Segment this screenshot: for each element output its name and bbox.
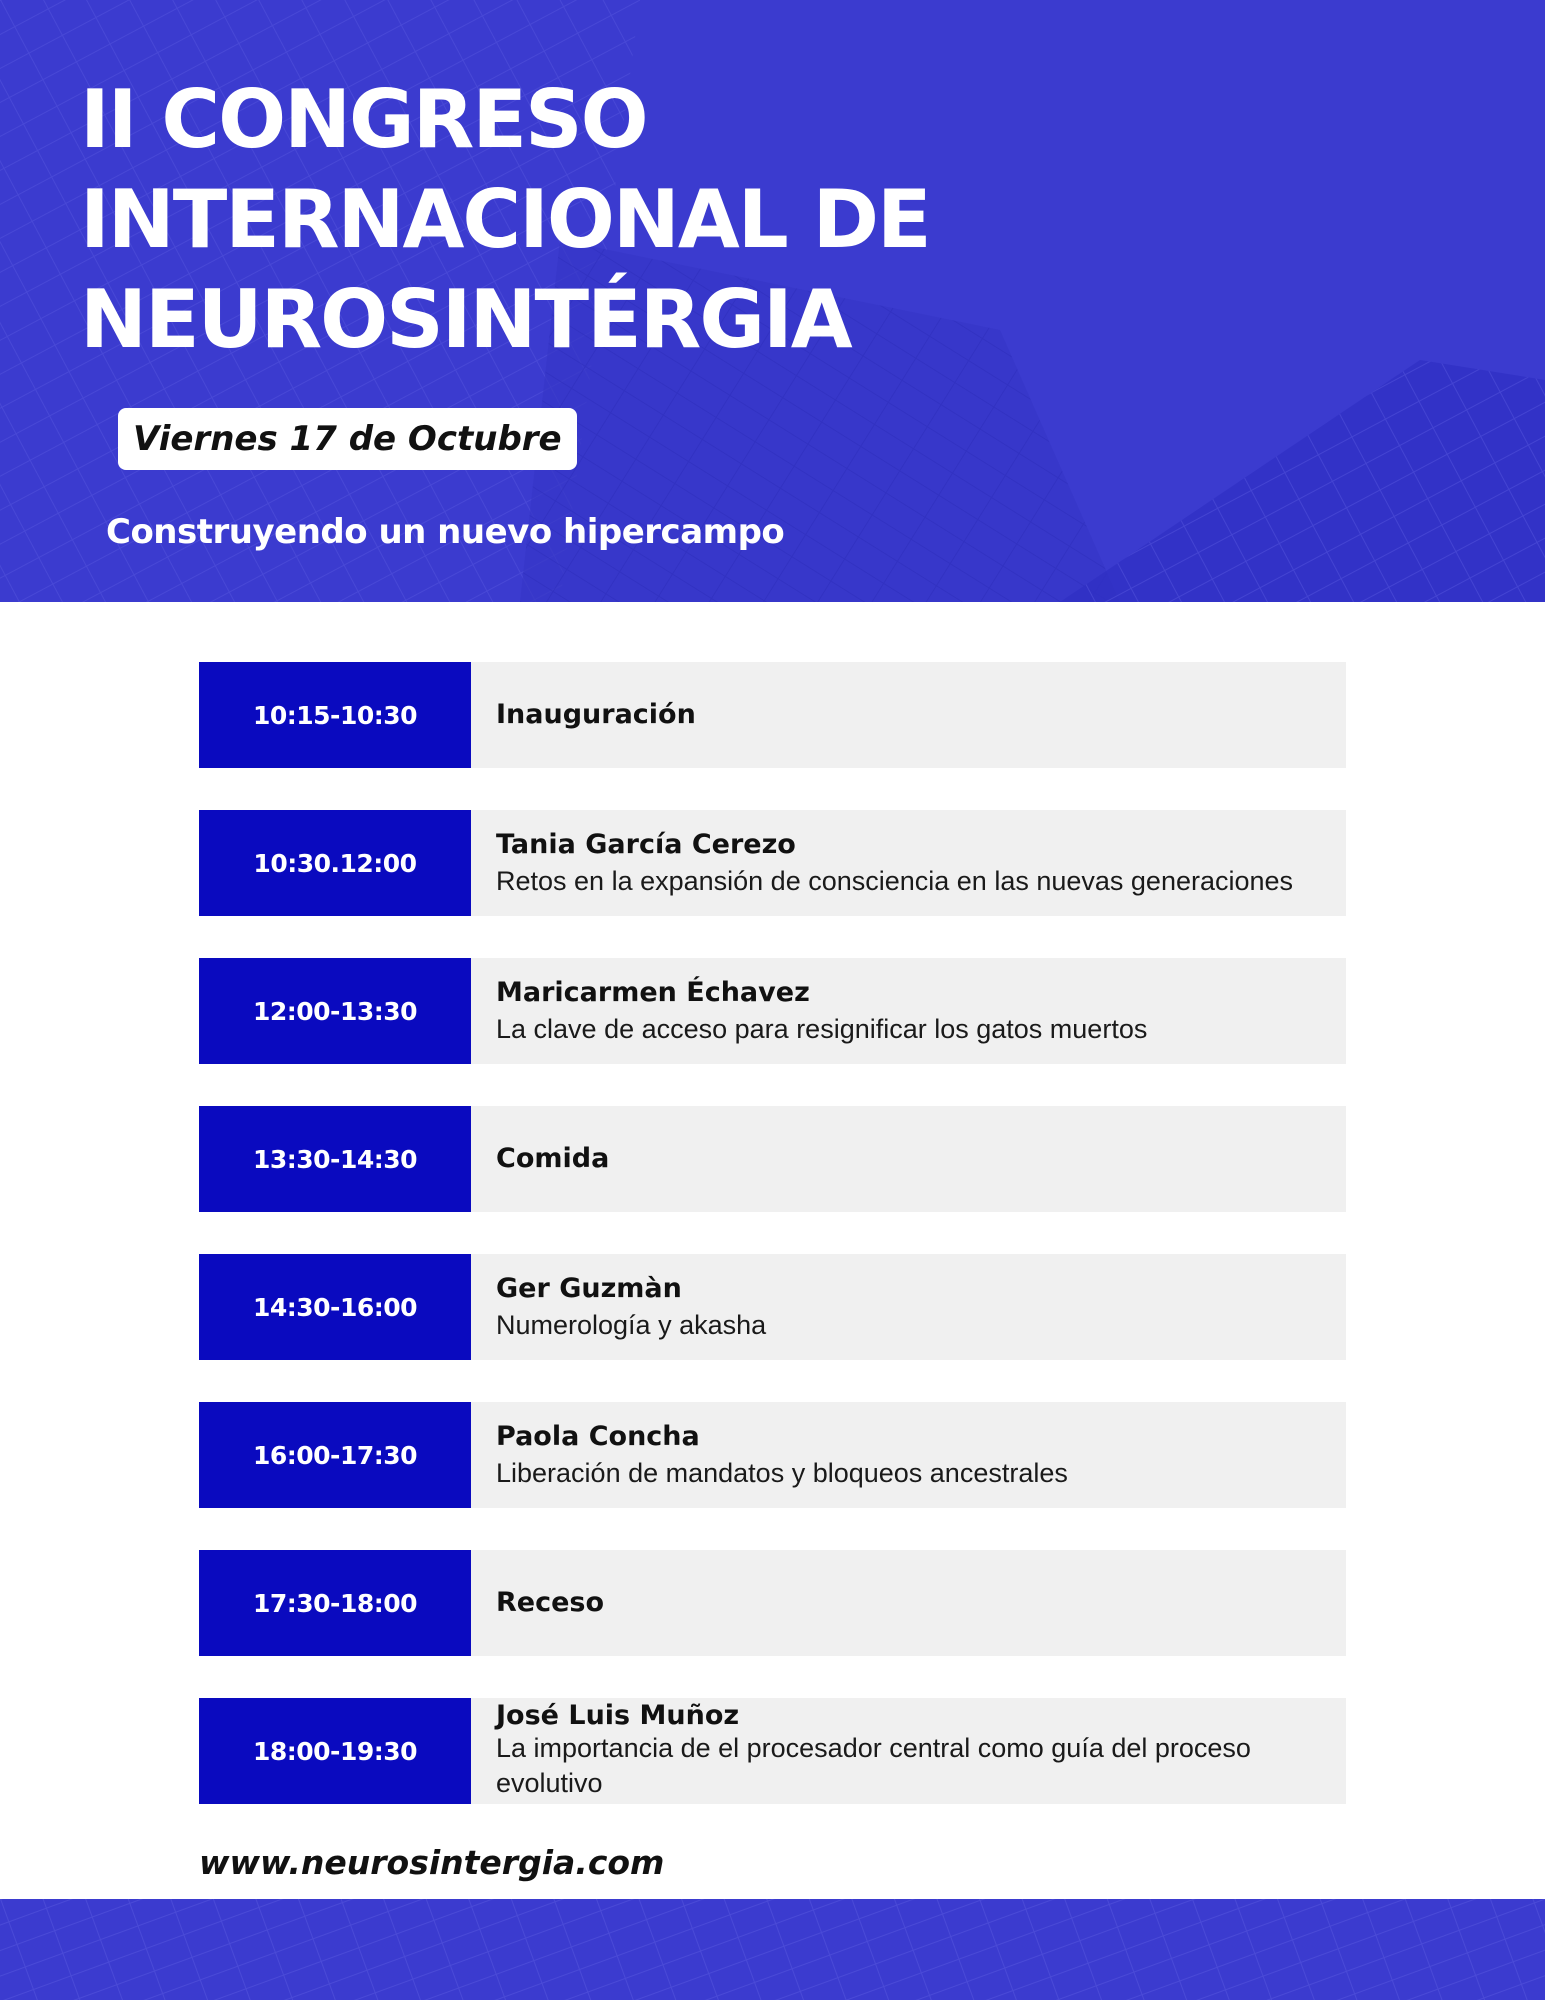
schedule-row [199, 1106, 1346, 1212]
schedule-row [199, 1550, 1346, 1656]
talk-title: Retos en la expansión de consciencia en las nuevas generaciones [496, 866, 1294, 896]
date-badge: Viernes 17 de Octubre [118, 408, 577, 470]
website-link[interactable]: www.neurosintergia.com [199, 1843, 665, 1882]
speaker-name: Tania García Cerezo [496, 829, 796, 860]
speaker-name: Paola Concha [496, 1421, 700, 1452]
talk-title: La importancia de el procesador central como guía del proceso evolutivo [496, 1733, 1251, 1798]
time-slot: 18:00-19:30 [199, 1698, 471, 1804]
speaker-name: José Luis Muñoz [496, 1700, 740, 1731]
event-title [80, 70, 1080, 370]
session-info [471, 1254, 1346, 1360]
speaker-name: Ger Guzmàn [496, 1273, 682, 1304]
schedule-row [199, 1402, 1346, 1508]
talk-title: Liberación de mandatos y bloqueos ancestrales [496, 1458, 1068, 1488]
title-line-2: INTERNACIONAL DE [80, 173, 930, 266]
hero-banner [0, 0, 1545, 602]
time-slot: 10:30.12:00 [199, 810, 471, 916]
time-slot: 12:00-13:30 [199, 958, 471, 1064]
schedule-row [199, 958, 1346, 1064]
title-line-3: NEUROSINTÉRGIA [80, 273, 851, 366]
time-slot: 13:30-14:30 [199, 1106, 471, 1212]
talk-title: Numerología y akasha [496, 1310, 767, 1340]
session-info [471, 662, 1346, 768]
time-slot: 14:30-16:00 [199, 1254, 471, 1360]
building-footer-icon [0, 1899, 1545, 2000]
session-info [471, 958, 1346, 1064]
session-info [471, 810, 1346, 916]
footer-band [0, 1899, 1545, 2000]
schedule-row [199, 1698, 1346, 1804]
schedule-list [199, 662, 1346, 1846]
time-slot: 16:00-17:30 [199, 1402, 471, 1508]
talk-title: La clave de acceso para resignificar los gatos muertos [496, 1014, 1148, 1044]
session-title: Inauguración [496, 699, 696, 730]
schedule-row [199, 1254, 1346, 1360]
session-info [471, 1698, 1346, 1804]
session-title: Receso [496, 1587, 605, 1618]
speaker-name: Maricarmen Échavez [496, 977, 810, 1008]
time-slot: 10:15-10:30 [199, 662, 471, 768]
event-subtitle: Construyendo un nuevo hipercampo [106, 512, 785, 552]
title-line-1: II CONGRESO [80, 73, 647, 166]
session-info [471, 1402, 1346, 1508]
time-slot: 17:30-18:00 [199, 1550, 471, 1656]
schedule-row [199, 810, 1346, 916]
session-info [471, 1106, 1346, 1212]
session-info [471, 1550, 1346, 1656]
session-title: Comida [496, 1143, 610, 1174]
schedule-row [199, 662, 1346, 768]
